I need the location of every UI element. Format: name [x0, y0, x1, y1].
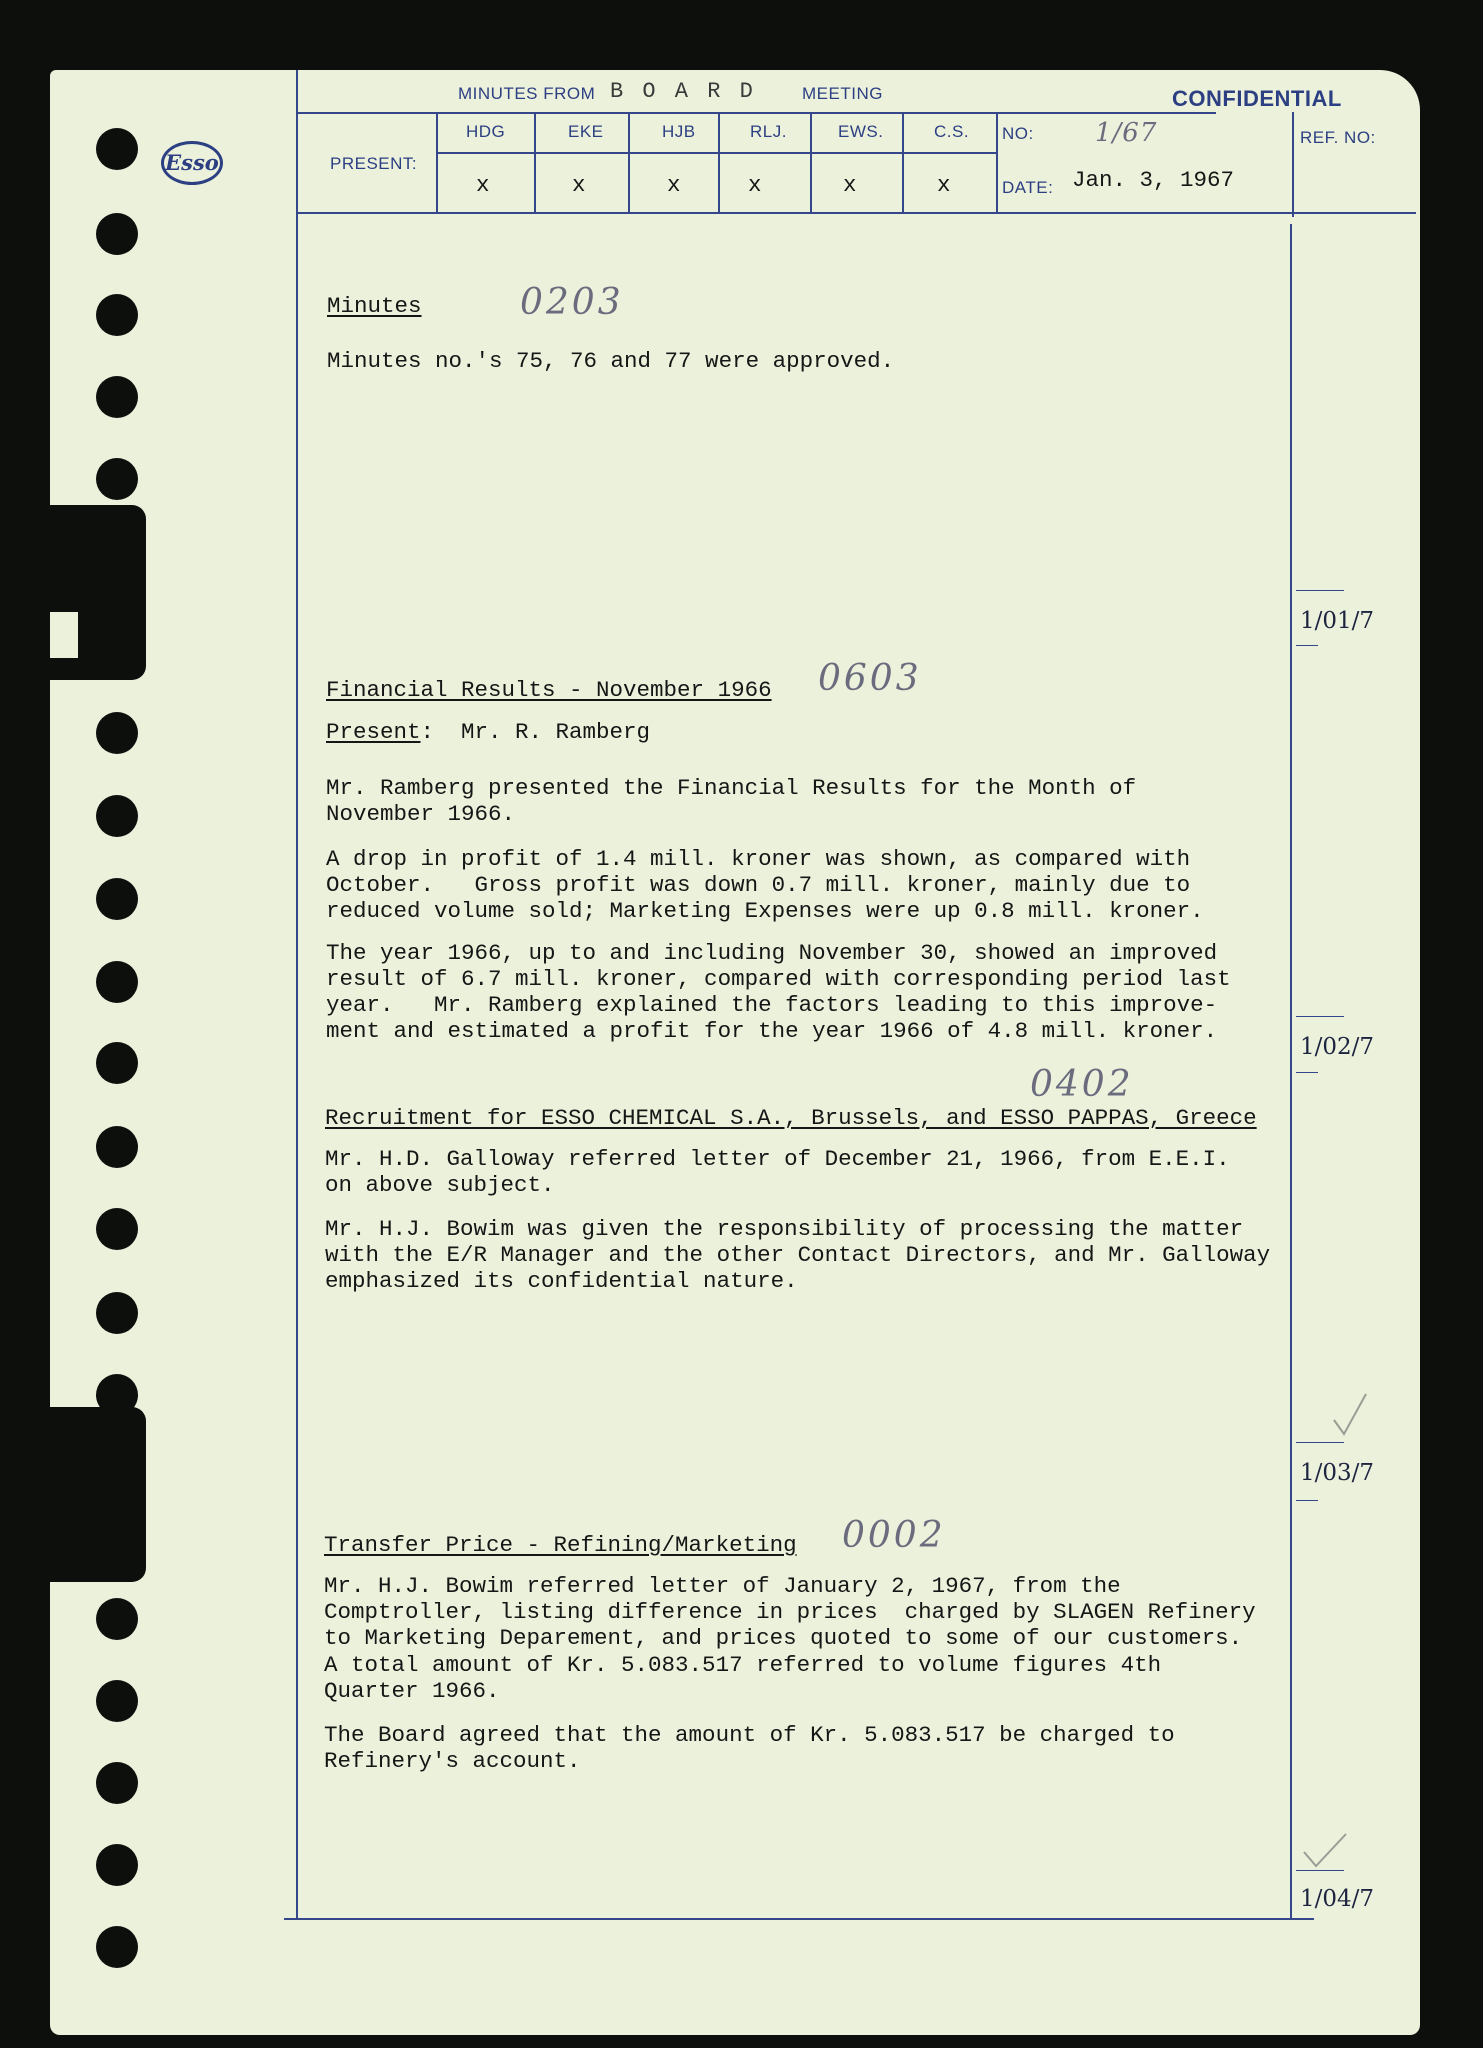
- ref-number: 1/03/7: [1300, 1460, 1375, 1486]
- paragraph-line: to Marketing Deparement, and prices quoted to some of our customers.: [324, 1625, 1243, 1651]
- paragraph-line: A drop in profit of 1.4 mill. kroner was shown, as compared with: [326, 846, 1191, 872]
- binder-tab: [50, 1407, 146, 1582]
- header-bottom-rule: [296, 212, 1416, 214]
- paragraph-line: reduced volume sold; Marketing Expenses were up 0.8 mill. kroner.: [326, 898, 1204, 924]
- esso-logo: Esso: [161, 141, 223, 185]
- ref-rule: [1296, 1016, 1344, 1017]
- ref-rule: [1296, 1442, 1344, 1443]
- ref-number: 1/02/7: [1300, 1034, 1375, 1060]
- attendance-mark: x: [667, 172, 681, 198]
- paragraph-line: year. Mr. Ramberg explained the factors leading to this improve-: [326, 992, 1218, 1018]
- grid-divider: [902, 112, 904, 212]
- ref-rule: [1296, 645, 1318, 646]
- grid-divider: [996, 112, 998, 212]
- attendance-mark: x: [572, 172, 586, 198]
- punch-hole: [96, 213, 138, 255]
- punch-hole: [96, 1042, 138, 1084]
- initials-rule: [436, 152, 996, 154]
- section-title: Recruitment for ESSO CHEMICAL S.A., Brussels, and ESSO PAPPAS, Greece: [325, 1105, 1257, 1131]
- attendance-mark: x: [476, 172, 490, 198]
- check-mark-icon: [1300, 1830, 1350, 1870]
- torn-paper-edge: [50, 612, 78, 658]
- ref-number: 1/01/7: [1300, 608, 1375, 634]
- punch-hole: [96, 1680, 138, 1722]
- ref-number-label: REF. NO:: [1300, 128, 1376, 147]
- paragraph-line: Mr. H.J. Bowim referred letter of January 2, 1967, from the: [324, 1573, 1121, 1599]
- punch-hole: [96, 376, 138, 418]
- attendance-mark: x: [748, 172, 762, 198]
- punch-hole: [96, 128, 138, 170]
- grid-divider: [436, 112, 438, 212]
- paragraph-line: ment and estimated a profit for the year 1966 of 4.8 mill. kroner.: [326, 1018, 1218, 1044]
- paragraph-line: Refinery's account.: [324, 1748, 581, 1774]
- paragraph-line: The year 1966, up to and including November 30, showed an improved: [326, 940, 1218, 966]
- paragraph-line: The Board agreed that the amount of Kr. 5.083.517 be charged to: [324, 1722, 1175, 1748]
- attendee-initials: HJB: [662, 122, 696, 141]
- section-title: Minutes: [327, 293, 422, 319]
- ref-column-rule: [1290, 224, 1292, 1920]
- ref-rule: [1296, 590, 1344, 591]
- attendee-initials: RLJ.: [750, 122, 787, 141]
- paragraph-line: November 1966.: [326, 801, 516, 827]
- grid-divider: [718, 112, 720, 212]
- meeting-type: B O A R D: [610, 79, 756, 104]
- attendance-mark: x: [937, 172, 951, 198]
- grid-divider: [534, 112, 536, 212]
- minutes-number: 1/67: [1095, 118, 1158, 148]
- attendance-mark: x: [843, 172, 857, 198]
- present-label: PRESENT:: [330, 154, 418, 173]
- footer-rule: [284, 1918, 1314, 1920]
- date-label: DATE:: [1002, 178, 1054, 197]
- section-title: Transfer Price - Refining/Marketing: [324, 1532, 797, 1558]
- meeting-date: Jan. 3, 1967: [1072, 167, 1235, 193]
- punch-hole: [96, 1292, 138, 1334]
- punch-hole: [96, 1598, 138, 1640]
- confidential-stamp: CONFIDENTIAL: [1172, 86, 1342, 111]
- paragraph-line: Mr. H.D. Galloway referred letter of December 21, 1966, from E.E.I.: [325, 1146, 1230, 1172]
- paragraph-line: Quarter 1966.: [324, 1678, 500, 1704]
- attendee-initials: C.S.: [934, 122, 970, 141]
- paragraph-line: on above subject.: [325, 1172, 555, 1198]
- ref-number: 1/04/7: [1300, 1886, 1375, 1912]
- punch-hole: [96, 458, 138, 500]
- section-title: Financial Results - November 1966: [326, 677, 772, 703]
- punch-hole: [96, 294, 138, 336]
- ref-rule: [1296, 1072, 1318, 1073]
- punch-hole: [96, 1374, 138, 1416]
- punch-hole: [96, 795, 138, 837]
- punch-hole: [96, 1126, 138, 1168]
- punch-hole: [96, 1844, 138, 1886]
- punch-hole: [96, 961, 138, 1003]
- minutes-number-label: NO:: [1002, 124, 1034, 143]
- punch-hole: [96, 878, 138, 920]
- paragraph-line: Mr. Ramberg presented the Financial Results for the Month of: [326, 775, 1137, 801]
- meeting-label: MEETING: [802, 84, 883, 103]
- handwritten-code: 0203: [520, 282, 624, 323]
- paragraph-line: October. Gross profit was down 0.7 mill. kroner, mainly due to: [326, 872, 1191, 898]
- minutes-from-label: MINUTES FROM: [458, 84, 596, 103]
- punch-hole: [96, 1208, 138, 1250]
- left-margin-rule: [296, 70, 298, 1920]
- handwritten-code: 0603: [818, 658, 922, 699]
- punch-hole: [96, 712, 138, 754]
- attendee-initials: EKE: [568, 122, 604, 141]
- attendee-initials: EWS.: [838, 122, 884, 141]
- punch-hole: [96, 1926, 138, 1968]
- paragraph-line: Comptroller, listing difference in prices charged by SLAGEN Refinery: [324, 1599, 1256, 1625]
- attendee-initials: HDG: [466, 122, 506, 141]
- paragraph-line: Minutes no.'s 75, 76 and 77 were approved.: [327, 348, 895, 374]
- header-rule: [296, 112, 1216, 114]
- grid-divider: [628, 112, 630, 212]
- present-line: Present: Mr. R. Ramberg: [326, 719, 651, 745]
- grid-divider: [1292, 112, 1294, 217]
- punch-hole: [96, 1762, 138, 1804]
- paragraph-line: with the E/R Manager and the other Contact Directors, and Mr. Galloway: [325, 1242, 1271, 1268]
- handwritten-code: 0002: [842, 1515, 946, 1556]
- paragraph-line: result of 6.7 mill. kroner, compared with corresponding period last: [326, 966, 1231, 992]
- handwritten-code: 0402: [1030, 1064, 1134, 1105]
- paragraph-line: A total amount of Kr. 5.083.517 referred to volume figures 4th: [324, 1652, 1162, 1678]
- grid-divider: [810, 112, 812, 212]
- paragraph-line: Mr. H.J. Bowim was given the responsibility of processing the matter: [325, 1216, 1244, 1242]
- ref-rule: [1296, 1870, 1344, 1871]
- paragraph-line: emphasized its confidential nature.: [325, 1268, 798, 1294]
- check-mark-icon: [1330, 1390, 1370, 1440]
- ref-rule: [1296, 1500, 1318, 1501]
